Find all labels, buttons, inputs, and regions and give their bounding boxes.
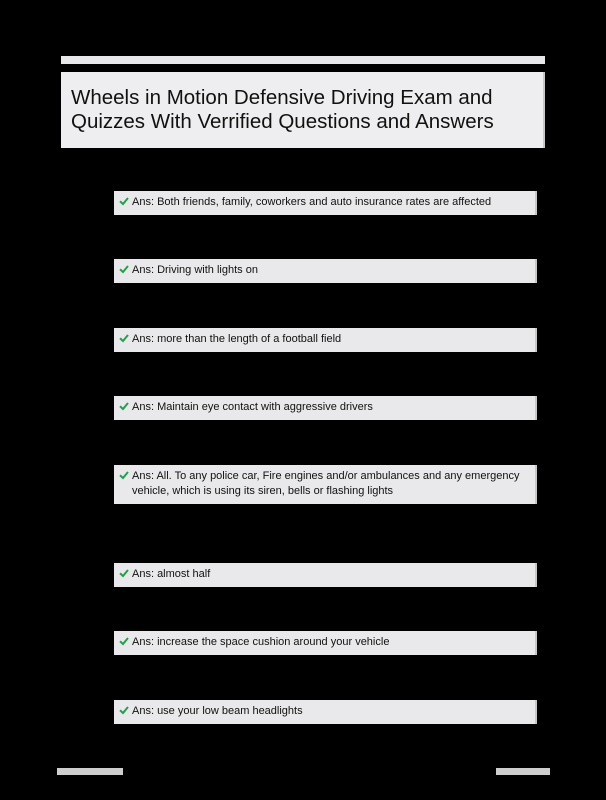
footer-left-watermark <box>57 768 123 775</box>
check-icon <box>119 401 129 411</box>
answer-box-8 <box>114 700 537 724</box>
check-icon <box>119 470 129 480</box>
answer-text: Ans: Both friends, family, coworkers and auto insurance rates are affected <box>132 196 492 208</box>
answer-box-5 <box>114 465 537 504</box>
title-line-1: Wheels in Motion Defensive Driving Exam and <box>71 86 493 109</box>
check-icon <box>119 196 129 206</box>
answer-text: Ans: Maintain eye contact with aggressive drivers <box>132 401 373 413</box>
answer-text: Ans: All. To any police car, Fire engines and/or ambulances and any emergency vehicle, which is using its siren, bells or flashing lights <box>132 470 520 497</box>
title-line-2: Quizzes With Verrified Questions and Answers <box>71 110 494 133</box>
answer-box-2 <box>114 259 537 283</box>
answer-text: Ans: increase the space cushion around your vehicle <box>132 636 390 648</box>
check-icon <box>119 333 129 343</box>
answer-box-1 <box>114 191 537 215</box>
document-title-box <box>61 72 545 148</box>
answer-text: Ans: almost half <box>132 568 211 580</box>
check-icon <box>119 705 129 715</box>
check-icon <box>119 636 129 646</box>
answer-box-4 <box>114 396 537 420</box>
answer-box-6 <box>114 563 537 587</box>
answer-text: Ans: more than the length of a football field <box>132 333 342 345</box>
answer-box-7 <box>114 631 537 655</box>
answer-text: Ans: use your low beam headlights <box>132 705 303 717</box>
answer-text: Ans: Driving with lights on <box>132 264 258 276</box>
check-icon <box>119 568 129 578</box>
document-title <box>71 86 531 134</box>
title-top-bar <box>61 56 545 64</box>
check-icon <box>119 264 129 274</box>
footer-page-number-watermark <box>496 768 550 775</box>
answer-box-3 <box>114 328 537 352</box>
